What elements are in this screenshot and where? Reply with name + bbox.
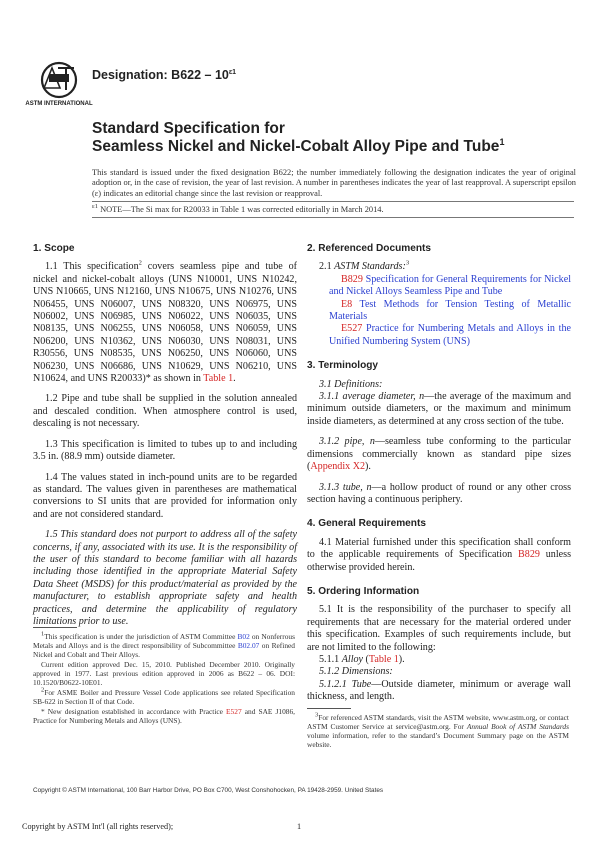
footnote-rule-left xyxy=(33,627,77,628)
astm-logo xyxy=(25,58,93,108)
document-title xyxy=(92,120,582,156)
note-text: NOTE—The Si max for R20033 in Table 1 was corrected editorially in March 2014. xyxy=(97,205,384,214)
footnotes-left xyxy=(33,632,295,726)
title-line-2: Seamless Nickel and Nickel-Cobalt Alloy Pipe and Tube xyxy=(92,138,500,155)
ordering-tube-text: —Outside diameter, minimum or average wall thickness, and length. xyxy=(307,678,571,703)
ref-title-e8[interactable]: Test Methods for Tension Testing of Metallic Materials xyxy=(329,298,571,323)
footnote-1-edition: Current edition approved Dec. 15, 2010. Published December 2010. Originally approved in 1977. Last previous edition approved in 2006 as B622 – 06. DOI: 10.1520/B0622-10E01. xyxy=(33,660,295,687)
committee-b02-link[interactable]: B02 xyxy=(237,632,250,641)
terminology-3-1-1 xyxy=(307,391,571,428)
ref-code-e8[interactable]: E8 xyxy=(341,298,353,310)
subcommittee-b0207-link[interactable]: B02.07 xyxy=(237,641,260,650)
term-average-diameter: 3.1.1 average diameter, n xyxy=(319,391,425,403)
term-pipe: 3.1.2 pipe, n xyxy=(319,436,375,448)
ordering-5-1-1: 5.1.1 Alloy (Table 1). xyxy=(319,653,405,665)
note-epsilon: ε1 xyxy=(92,203,98,211)
fn2-text: For ASME Boiler and Pressure Vessel Code applications see related Specification SB-622 in Section II of that Code. xyxy=(33,688,295,706)
title-footnote-ref: 1 xyxy=(499,136,505,147)
scope-1-5: 1.5 This standard does not purport to address all of the safety concerns, if any, associated with its use. It is the responsibility of the user of this standard to become familiar with all hazards including those identified in the appropriate Material Safety Data Sheet (MSDS) for this product/material as provided by the manufacturer, to establish appropriate safety and health practices, and determine the applicability of regulatory limitations prior to use. xyxy=(33,529,297,627)
fnstar-text-b: and SAE J1086, Practice for Numbering Metals and Alloys (UNS). xyxy=(33,707,296,725)
right-column xyxy=(307,243,571,704)
designation-epsilon: ε1 xyxy=(228,68,237,76)
ref-code-e527[interactable]: E527 xyxy=(341,323,363,335)
def-tube: —a hollow product of round or any other cross section having a continuous periphery. xyxy=(307,481,572,505)
section-heading-terminology: 3. Terminology xyxy=(307,360,379,372)
ref-code-b829[interactable]: B829 xyxy=(341,273,363,285)
scope-1-1-text-a: 1.1 This specification xyxy=(45,261,139,273)
def-average-diameter: —the average of the maximum and minimum outside diameters, or the maximum and minimum inside diameters, as determined at any cross section of the tube. xyxy=(307,391,571,427)
editorial-note xyxy=(92,205,576,215)
scope-1-4: 1.4 The values stated in inch-pound units are to be regarded as standard. The values given in parentheses are mathematical conversions to SI units that are provided for information only and are not considered standard. xyxy=(33,471,297,520)
designation-label: Designation: B622 – 10 xyxy=(92,68,229,82)
logo-wordmark: ASTM INTERNATIONAL xyxy=(25,101,93,107)
scope-1-1-end: . xyxy=(233,373,236,385)
fn1-text-a: This specification is under the jurisdiction of ASTM Committee xyxy=(44,632,238,641)
footnote-ref-2: 2 xyxy=(138,260,142,268)
ordering-5-1-2: 5.1.2 Dimensions: xyxy=(319,666,393,678)
astm-standards-label: 2.1 ASTM Standards: xyxy=(319,261,406,273)
page-number: 1 xyxy=(297,822,302,831)
footnote-3: $^3$For referenced ASTM standards, visit the ASTM website, www.astm.org, or contact ASTM Customer Service at service@astm.org. For Annual Book of ASTM Standards volume information, refer to the standard’s Document Summary page on the ASTM website. xyxy=(307,711,569,749)
footnote-1: $^1$This specification is under the jurisdiction of ASTM Committee B02 on Nonferrous Metals and Alloys and is the direct responsibility of Subcommittee B02.07 on Refined Nickel and Cobalt and Their Alloys. xyxy=(33,630,295,659)
general-4-1 xyxy=(307,537,571,574)
scope-1-1-text-b: covers seamless pipe and tube of nickel and nickel-cobalt alloys (UNS N10001, UNS N10242, UNS N10665, UNS N12160, UNS N10675, UNS N10276, UNS N06455, UNS N06007, UNS N08320, UNS N06975, UNS N06002, UNS N06985, UNS N06022, UNS N06035, UNS N08135, UNS N06255, UNS N06058, UNS N06059, UNS N06200, UNS N10362, UNS N06030, UNS N08031, UNS R30556, UNS N08535, UNS N06250, UNS N06060, UNS N06230, UNS N06686, UNS N10629, UNS N06210, UNS N10624, and UNS R20033)* as shown in xyxy=(33,261,297,385)
general-text-b: unless otherwise provided herein. xyxy=(307,549,571,573)
ref-item-e527[interactable] xyxy=(307,323,571,348)
e527-link-footnote[interactable]: E527 xyxy=(226,707,242,716)
footnote-rule-right xyxy=(307,708,351,709)
footnotes-right xyxy=(307,713,569,750)
fn3-annual-book: Annual Book of ASTM Standards xyxy=(466,722,569,731)
fnstar-text-a: * New designation established in accordance with Practice xyxy=(41,707,227,716)
table-1-link-ordering[interactable]: Table 1 xyxy=(368,653,399,665)
copyright-address: Copyright © ASTM International, 100 Barr Harbor Drive, PO Box C700, West Conshohocken, PA 19428-2959. United States xyxy=(33,787,384,794)
def-pipe: —seamless tube conforming to the particular dimensions commercially known as standard pipe sizes ( xyxy=(307,436,571,473)
intro-paragraph: This standard is issued under the fixed designation B622; the number immediately following the designation indicates the year of original adoption or, in the case of revision, the year of last revision. A number in parentheses indicates the year of last reapproval. A superscript epsilon (ε) indicates an editorial change since the last revision or reapproval. xyxy=(92,168,576,198)
ref-title-b829[interactable]: Specification for General Requirements for Nickel and Nickel Alloys Seamless Pipe and Tube xyxy=(329,273,571,298)
table-1-link[interactable]: Table 1 xyxy=(203,373,234,385)
divider xyxy=(92,201,574,202)
footnote-2: $^2$For ASME Boiler and Pressure Vessel Code applications see related Specification SB-622 in Section II of that Code. xyxy=(33,686,295,706)
designation xyxy=(92,68,236,82)
fn3-text-a: For referenced ASTM standards, visit the ASTM website, www.astm.org, or contact ASTM Customer Service at service@astm.org. For xyxy=(307,713,569,731)
fn1-text-b: on Nonferrous Metals and Alloys and is the direct responsibility of Subcommittee xyxy=(33,632,295,650)
scope-1-1 xyxy=(33,261,297,385)
section-heading-general: 4. General Requirements xyxy=(307,518,426,530)
section-heading-scope: 1. Scope xyxy=(33,243,75,254)
title-line-1: Standard Specification for xyxy=(92,120,285,137)
term-tube: 3.1.3 tube, n xyxy=(319,481,372,493)
appendix-x2-link[interactable]: Appendix X2 xyxy=(310,461,366,473)
referenced-2-1 xyxy=(307,261,571,273)
footnote-ref-3: 3 xyxy=(405,260,410,268)
ordering-5-1-2-1 xyxy=(307,679,571,704)
section-heading-ordering: 5. Ordering Information xyxy=(307,585,420,597)
ref-item-e8[interactable] xyxy=(307,299,571,324)
b829-link[interactable]: B829 xyxy=(518,549,540,561)
ordering-alloy-end: ). xyxy=(398,653,405,665)
ordering-5-1: 5.1 It is the responsibility of the purchaser to specify all requirements that are necessary for the material ordered under this specification. Examples of such requirements include, but are not limited to the following: xyxy=(307,604,571,653)
scope-1-2: 1.2 Pipe and tube shall be supplied in the solution annealed and descaled condition. When atmosphere control is used, descaling is not necessary. xyxy=(33,393,297,430)
fn3-text-b: volume information, refer to the standard’s Document Summary page on the ASTM website. xyxy=(307,731,569,749)
terminology-3-1: 3.1 Definitions: xyxy=(319,378,383,390)
terminology-3-1-3 xyxy=(307,482,571,507)
ref-title-e527[interactable]: Practice for Numbering Metals and Alloys in the Unified Numbering System (UNS) xyxy=(329,323,571,347)
divider xyxy=(92,217,574,218)
terminology-3-1-2 xyxy=(307,436,571,473)
general-text-a: 4.1 Material furnished under this specification shall conform to the applicable requirements of Specification xyxy=(307,536,571,561)
section-heading-referenced: 2. Referenced Documents xyxy=(307,243,431,254)
ref-item-b829[interactable] xyxy=(307,274,571,299)
left-column xyxy=(33,243,297,628)
ordering-tube-term: 5.1.2.1 Tube xyxy=(319,678,372,690)
scope-1-3: 1.3 This specification is limited to tubes up to and including 3.5 in. (88.9 mm) outside diameter. xyxy=(33,438,297,463)
fn1-text-c: on Refined Nickel and Cobalt and Their Alloys. xyxy=(33,641,295,659)
footnote-star xyxy=(33,707,295,725)
def-pipe-end: ). xyxy=(365,461,371,473)
footer-copyright: Copyright by ASTM Int'l (all rights reserved); xyxy=(22,822,174,831)
